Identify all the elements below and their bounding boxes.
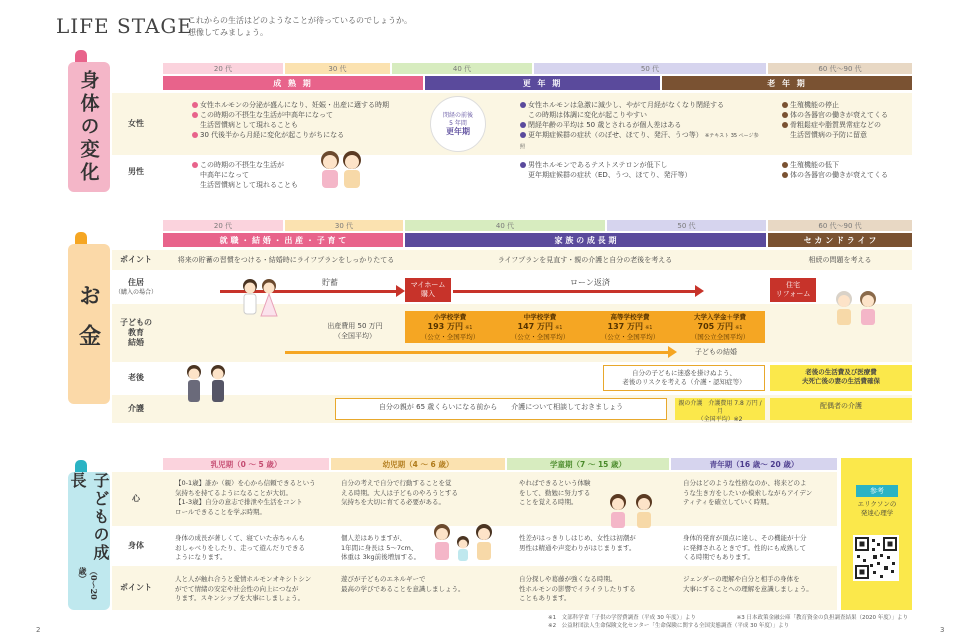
bullet-icon xyxy=(782,112,788,118)
bullet-icon xyxy=(520,132,526,138)
parents-illustration xyxy=(180,362,236,408)
point-text-second: 相続の問題を考える xyxy=(808,256,872,264)
parent-care-box: 親の介護 介護費用 7.8 万円 / 月 （全国平均）※2 xyxy=(675,398,765,420)
body-toddler: 個人差はありますが、 1年間に身長は 5～7cm、 体重は 3kg前後増加する。 xyxy=(341,534,421,561)
spouse-care-box: 配偶者の介護 xyxy=(770,398,912,420)
point-youth: ジェンダーの理解や自分と相手の身体を 大事にすることへの理解を意識しましょう。 xyxy=(683,575,813,593)
edu-junior: 中学校学費 147 万円 ※1 （公立・全国平均） xyxy=(510,313,570,341)
female-old-text: 生殖機能の停止 体の各器官の働きが衰えてくる 骨粗鬆症や脂質異常症などの 生活習慣病の予防に留意 xyxy=(782,100,910,140)
children-illustration xyxy=(600,490,662,530)
row-label-point: ポイント xyxy=(120,255,152,264)
male-old-text: 生殖機能の低下 体の各器官の働きが衰えてくる xyxy=(782,160,910,180)
bullet-icon xyxy=(520,162,526,168)
bullet-icon xyxy=(782,172,788,178)
reference-text: エリクソンの 発達心理学 xyxy=(857,500,897,517)
body-infant: 身体の成長が著しくて、寝ていた赤ちゃんも おしゃべりをしたり、走って遊んだりできる ようになります。 xyxy=(175,534,305,561)
head-youth: 青年期（16 歳～ 20 歳） xyxy=(671,458,837,470)
bullet-icon xyxy=(782,162,788,168)
child-marriage-label: 子どもの結婚 xyxy=(695,348,737,356)
female-mature-text: 女性ホルモンの分泌が盛んになり、妊娠・出産に適する時期 この時期の不摂生な生活が中高年になって 生活習慣病として現れることも 30 代後半から月経に変化が起こりがちになる xyxy=(192,100,422,140)
wedding-couple-illustration xyxy=(236,276,284,318)
bullet-icon xyxy=(192,132,198,138)
age-band-20: 20 代 xyxy=(163,63,283,74)
reform-box: 住宅 リフォーム xyxy=(770,278,816,302)
row-label-mind: 心 xyxy=(132,494,140,503)
age-band-20: 20 代 xyxy=(163,220,283,231)
point-toddler: 遊びが子どものエネルギーで 最高の学びであることを意識しましょう。 xyxy=(341,575,465,593)
head-toddler: 幼児期（4 ～ 6 歳） xyxy=(331,458,505,470)
age-band-30: 30 代 xyxy=(285,63,390,74)
qr-code-icon[interactable] xyxy=(853,535,899,581)
edu-high: 高等学校学費 137 万円 ※1 （公立・全国平均） xyxy=(600,313,660,341)
point-infant: 人と人が触れ合うと愛情ホルモンオキシトシン がでて情緒の安定や社会性の向上につなが ります。スキンシップを大事にしましょう。 xyxy=(175,575,312,602)
edu-university: 大学入学金＋学費 705 万円 ※1 （国公立全国平均） xyxy=(690,313,750,341)
reference-panel xyxy=(841,458,912,610)
couple-illustration xyxy=(312,146,370,190)
period-mature: 成 熟 期 xyxy=(163,76,423,90)
page-title: LIFE STAGE xyxy=(56,14,193,38)
child-growth-arrow xyxy=(285,351,670,354)
period-old: 老 年 期 xyxy=(662,76,912,90)
period-family: 家 族 の 成 長 期 xyxy=(405,233,766,247)
education-costs xyxy=(405,311,765,343)
home-purchase-box: マイホーム 購入 xyxy=(405,278,451,302)
body-youth: 身体的発育が頂点に達し、その機能が十分 に発揮されるときです。性的にも成熟して くる時期でもあります。 xyxy=(683,534,807,561)
female-meno-text: 女性ホルモンは急激に減少し、やがて月経がなくなり閉経する この時期は体調に変化が起こりやすい 閉経年齢の平均は 50 歳とされるが個人差はある 更年期症候群の症状（のぼせ、ほてり、発汗、うつ等） ※テキスト 35 ページ参照 xyxy=(520,101,759,150)
row-label-male: 男性 xyxy=(128,167,144,176)
elderly-couple-illustration xyxy=(828,288,886,328)
row-label-housing: 住居 （購入の場合） xyxy=(114,278,157,296)
section-tag-body: 身体の変化 xyxy=(68,62,110,192)
row-label-body: 身体 xyxy=(128,541,144,550)
reference-badge: 参考 xyxy=(856,485,898,497)
mind-infant: 【0-1歳】誰か（親）を心から信頼できるという 気持ちを持てるようになることが大切。 【1-3歳】自分の意志で排泄や生活をコント ロールできることを学ぶ時期。 xyxy=(175,479,316,516)
page-number-right: 3 xyxy=(940,626,945,634)
menopause-badge: 閉経の前後 5 年間 更年期 xyxy=(430,96,486,152)
head-school: 学童期（7 ～ 15 歳） xyxy=(507,458,669,470)
arrow-head-icon xyxy=(668,346,677,358)
point-text-family: ライフプランを見直す・親の介護と自分の老後を考える xyxy=(497,256,673,264)
bullet-icon xyxy=(192,112,198,118)
edu-elementary: 小学校学費 193 万円 ※1 （公立・全国平均） xyxy=(420,313,480,341)
section-tag-money: お金 xyxy=(68,244,110,404)
age-band-60: 60 代～90 代 xyxy=(768,220,912,231)
bullet-icon xyxy=(520,122,526,128)
row-label-point3: ポイント xyxy=(120,583,152,592)
mind-youth: 自分はどのような性格なのか、将来どのよ うな生き方をしたいか模索しながらアイデン ティティを確立していく時期。 xyxy=(683,479,813,506)
retire-risk-box: 自分の子どもに迷惑を掛けぬよう、 老後のリスクを考える（介護・認知症等） xyxy=(603,365,765,391)
period-menopause: 更 年 期 xyxy=(425,76,660,90)
male-mature-text: この時期の不摂生な生活が 中高年になって 生活習慣病として現れることも xyxy=(192,160,342,190)
point-school: 自分探しや葛藤が強くなる時期。 性ホルモンの影響でイライラしたりする こともあります。 xyxy=(519,575,636,602)
bullet-icon xyxy=(520,102,526,108)
age-band-40: 40 代 xyxy=(405,220,605,231)
mind-school: やればできるという体験 をして、勤勉に努力する ことを覚える時期。 xyxy=(519,479,591,506)
bullet-icon xyxy=(192,162,198,168)
bullet-icon xyxy=(782,102,788,108)
loan-arrow xyxy=(453,290,697,293)
bullet-icon xyxy=(192,102,198,108)
family-illustration xyxy=(428,520,498,564)
mind-toddler: 自分の考えで自分で行動することを覚 える時期。大人は子どものやろうとする 気持ちを大切に育てる必要がある。 xyxy=(341,479,458,506)
row-label-child: 子どもの 教育 結婚 xyxy=(120,318,152,347)
intro-text: これからの生活はどのようなことが待っているのでしょうか。 想像してみましょう。 xyxy=(188,16,412,37)
age-band-50: 50 代 xyxy=(607,220,766,231)
loan-label: ローン返済 xyxy=(570,278,610,287)
retire-living-box: 老後の生活費及び医療費 夫死亡後の妻の生活費確保 xyxy=(770,365,912,391)
point-text-career: 将来の貯蓄の習慣をつける・結婚時にライフプランをしっかりたてる xyxy=(177,256,395,264)
savings-label: 貯蓄 xyxy=(322,278,338,287)
age-band-40: 40 代 xyxy=(392,63,532,74)
section-tag-child: 子どもの成長 （0〜20歳） xyxy=(68,472,110,610)
male-meno-text: 男性ホルモンであるテストステロンが低下し 更年期症候群の症状（ED、うつ、ほてり、発汗等） xyxy=(520,160,760,180)
age-band-60: 60 代～90 代 xyxy=(768,63,912,74)
footnotes: ※1 文部科学省「子供の学習費調査（平成 30 年度）」より ※3 日本政策金融公庫「教育資金の負担調査結果（2020 年度）」より ※2 公益財団法人生命保険文化センター「生命保険に関する全国実態調査（平成 30 年度）」より xyxy=(548,615,908,629)
period-second-life: セ カ ン ド ラ イ フ xyxy=(768,233,912,247)
body-school: 性差がはっきりしはじめ、女性は初潮が 男性は精通や声変わりがはじまります。 xyxy=(519,534,636,552)
bullet-icon xyxy=(782,122,788,128)
birth-cost: 出産費用 50 万円 （全国平均） xyxy=(327,322,383,340)
row-label-care: 介護 xyxy=(128,404,144,413)
arrow-head-icon xyxy=(695,285,704,297)
arrow-head-icon xyxy=(396,285,405,297)
row-label-retire: 老後 xyxy=(128,373,144,382)
head-infant: 乳児期（0 ～ 5 歳） xyxy=(163,458,329,470)
age-band-30: 30 代 xyxy=(285,220,403,231)
page-number-left: 2 xyxy=(36,626,41,634)
row-label-female: 女性 xyxy=(128,119,144,128)
care-consult-box: 自分の親が 65 歳くらいになる前から 介護について相談しておきましょう xyxy=(335,398,667,420)
period-career: 就 職 ・ 結 婚 ・ 出 産 ・ 子 育 て xyxy=(163,233,403,247)
age-band-50: 50 代 xyxy=(534,63,766,74)
